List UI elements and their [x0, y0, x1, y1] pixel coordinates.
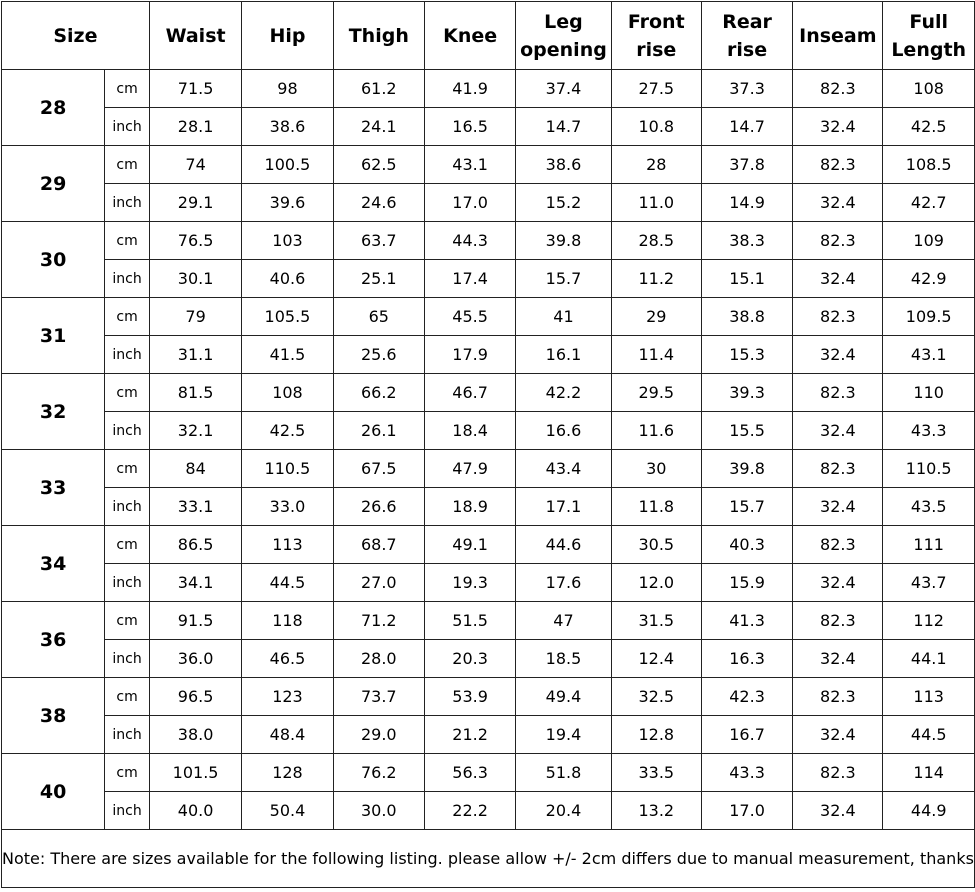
measurement-cell: 15.3: [701, 336, 792, 374]
measurement-cell: 15.2: [516, 184, 611, 222]
note-row: [2, 830, 975, 888]
measurement-cell: 39.8: [701, 450, 792, 488]
size-label: 33: [2, 450, 105, 526]
measurement-cell: 30.0: [333, 792, 424, 830]
size-label: 40: [2, 754, 105, 830]
measurement-cell: 81.5: [149, 374, 241, 412]
measurement-cell: 42.2: [516, 374, 611, 412]
measurement-cell: 31.1: [149, 336, 241, 374]
size-row-cm: [2, 754, 975, 792]
measurement-cell: 17.1: [516, 488, 611, 526]
measurement-cell: 41.3: [701, 602, 792, 640]
header-front-rise-line1: Front: [627, 10, 685, 33]
measurement-cell: 108: [883, 70, 974, 108]
size-label: 31: [2, 298, 105, 374]
measurement-cell: 98: [242, 70, 333, 108]
measurement-cell: 16.7: [701, 716, 792, 754]
measurement-cell: 96.5: [149, 678, 241, 716]
measurement-cell: 14.9: [701, 184, 792, 222]
size-row-inch: [2, 792, 975, 830]
measurement-cell: 105.5: [242, 298, 333, 336]
measurement-cell: 47: [516, 602, 611, 640]
measurement-cell: 79: [149, 298, 241, 336]
measurement-cell: 38.3: [701, 222, 792, 260]
header-full-length: [883, 2, 974, 70]
size-row-inch: [2, 412, 975, 450]
measurement-cell: 66.2: [333, 374, 424, 412]
unit-label-cm: cm: [105, 450, 150, 488]
header-full-length-line1: Full: [909, 10, 948, 33]
unit-label-cm: cm: [105, 222, 150, 260]
unit-label-inch: inch: [105, 716, 150, 754]
unit-label-inch: inch: [105, 564, 150, 602]
measurement-cell: 82.3: [793, 298, 883, 336]
measurement-cell: 114: [883, 754, 974, 792]
measurement-cell: 110.5: [883, 450, 974, 488]
measurement-cell: 42.9: [883, 260, 974, 298]
header-rear-rise: [701, 2, 792, 70]
measurement-cell: 37.3: [701, 70, 792, 108]
measurement-cell: 68.7: [333, 526, 424, 564]
size-row-inch: [2, 336, 975, 374]
measurement-cell: 44.3: [424, 222, 515, 260]
measurement-cell: 25.6: [333, 336, 424, 374]
measurement-cell: 17.0: [701, 792, 792, 830]
measurement-cell: 13.2: [611, 792, 701, 830]
measurement-cell: 26.1: [333, 412, 424, 450]
measurement-cell: 40.6: [242, 260, 333, 298]
header-leg-opening: [516, 2, 611, 70]
measurement-cell: 41.9: [424, 70, 515, 108]
measurement-cell: 19.3: [424, 564, 515, 602]
measurement-cell: 24.1: [333, 108, 424, 146]
measurement-cell: 42.5: [242, 412, 333, 450]
measurement-cell: 44.6: [516, 526, 611, 564]
measurement-cell: 101.5: [149, 754, 241, 792]
measurement-cell: 44.5: [883, 716, 974, 754]
measurement-cell: 17.4: [424, 260, 515, 298]
measurement-cell: 43.4: [516, 450, 611, 488]
measurement-cell: 14.7: [701, 108, 792, 146]
unit-label-cm: cm: [105, 526, 150, 564]
measurement-cell: 17.6: [516, 564, 611, 602]
header-leg-opening-line2: opening: [520, 38, 607, 61]
measurement-cell: 113: [242, 526, 333, 564]
measurement-cell: 110: [883, 374, 974, 412]
measurement-cell: 28.1: [149, 108, 241, 146]
header-rear-rise-line1: Rear: [722, 10, 772, 33]
unit-label-inch: inch: [105, 336, 150, 374]
header-thigh: Thigh: [333, 2, 424, 70]
measurement-cell: 49.4: [516, 678, 611, 716]
size-label: 30: [2, 222, 105, 298]
unit-label-cm: cm: [105, 70, 150, 108]
size-row-inch: [2, 260, 975, 298]
measurement-cell: 30.5: [611, 526, 701, 564]
size-row-cm: [2, 70, 975, 108]
measurement-cell: 42.3: [701, 678, 792, 716]
measurement-cell: 11.8: [611, 488, 701, 526]
size-label: 29: [2, 146, 105, 222]
measurement-cell: 82.3: [793, 526, 883, 564]
measurement-cell: 15.7: [701, 488, 792, 526]
measurement-cell: 30: [611, 450, 701, 488]
measurement-cell: 109.5: [883, 298, 974, 336]
header-rear-rise-line2: rise: [727, 38, 768, 61]
measurement-cell: 82.3: [793, 450, 883, 488]
measurement-cell: 74: [149, 146, 241, 184]
measurement-cell: 46.5: [242, 640, 333, 678]
measurement-cell: 29.5: [611, 374, 701, 412]
measurement-cell: 82.3: [793, 146, 883, 184]
measurement-cell: 33.1: [149, 488, 241, 526]
measurement-cell: 33.5: [611, 754, 701, 792]
measurement-cell: 29: [611, 298, 701, 336]
unit-label-cm: cm: [105, 146, 150, 184]
measurement-cell: 84: [149, 450, 241, 488]
size-row-inch: [2, 184, 975, 222]
size-row-cm: [2, 222, 975, 260]
measurement-cell: 17.9: [424, 336, 515, 374]
measurement-cell: 19.4: [516, 716, 611, 754]
unit-label-inch: inch: [105, 640, 150, 678]
measurement-cell: 41: [516, 298, 611, 336]
measurement-cell: 14.7: [516, 108, 611, 146]
measurement-cell: 62.5: [333, 146, 424, 184]
header-hip: Hip: [242, 2, 333, 70]
unit-label-cm: cm: [105, 298, 150, 336]
unit-label-inch: inch: [105, 412, 150, 450]
measurement-cell: 43.3: [701, 754, 792, 792]
measurement-cell: 32.4: [793, 564, 883, 602]
measurement-cell: 44.9: [883, 792, 974, 830]
size-row-cm: [2, 374, 975, 412]
measurement-cell: 18.9: [424, 488, 515, 526]
size-row-inch: [2, 488, 975, 526]
measurement-cell: 16.6: [516, 412, 611, 450]
measurement-cell: 43.5: [883, 488, 974, 526]
measurement-cell: 32.4: [793, 412, 883, 450]
unit-label-inch: inch: [105, 108, 150, 146]
measurement-cell: 86.5: [149, 526, 241, 564]
header-front-rise-line2: rise: [636, 38, 677, 61]
measurement-cell: 37.8: [701, 146, 792, 184]
measurement-cell: 16.5: [424, 108, 515, 146]
measurement-cell: 46.7: [424, 374, 515, 412]
measurement-cell: 38.6: [242, 108, 333, 146]
measurement-cell: 28.5: [611, 222, 701, 260]
measurement-cell: 26.6: [333, 488, 424, 526]
measurement-cell: 39.6: [242, 184, 333, 222]
measurement-cell: 45.5: [424, 298, 515, 336]
measurement-cell: 41.5: [242, 336, 333, 374]
measurement-cell: 37.4: [516, 70, 611, 108]
measurement-cell: 18.4: [424, 412, 515, 450]
measurement-cell: 32.4: [793, 184, 883, 222]
measurement-cell: 128: [242, 754, 333, 792]
measurement-cell: 15.9: [701, 564, 792, 602]
measurement-cell: 20.3: [424, 640, 515, 678]
measurement-cell: 32.4: [793, 260, 883, 298]
measurement-cell: 111: [883, 526, 974, 564]
measurement-cell: 82.3: [793, 222, 883, 260]
header-leg-opening-line1: Leg: [544, 10, 583, 33]
measurement-cell: 32.4: [793, 108, 883, 146]
measurement-cell: 20.4: [516, 792, 611, 830]
measurement-cell: 12.4: [611, 640, 701, 678]
measurement-cell: 16.1: [516, 336, 611, 374]
measurement-cell: 42.7: [883, 184, 974, 222]
size-label: 28: [2, 70, 105, 146]
measurement-cell: 56.3: [424, 754, 515, 792]
size-row-cm: [2, 298, 975, 336]
measurement-cell: 53.9: [424, 678, 515, 716]
measurement-cell: 109: [883, 222, 974, 260]
header-knee: Knee: [424, 2, 515, 70]
measurement-note: Note: There are sizes available for the following listing. please allow +/- 2cm differs due to manual measurement, thanks: [2, 830, 975, 888]
measurement-cell: 82.3: [793, 70, 883, 108]
measurement-cell: 11.6: [611, 412, 701, 450]
measurement-cell: 82.3: [793, 678, 883, 716]
measurement-cell: 50.4: [242, 792, 333, 830]
measurement-cell: 11.4: [611, 336, 701, 374]
size-row-cm: [2, 450, 975, 488]
measurement-cell: 61.2: [333, 70, 424, 108]
size-chart-table: [1, 1, 975, 888]
measurement-cell: 110.5: [242, 450, 333, 488]
header-front-rise: [611, 2, 701, 70]
measurement-cell: 38.6: [516, 146, 611, 184]
size-label: 32: [2, 374, 105, 450]
unit-label-inch: inch: [105, 488, 150, 526]
measurement-cell: 65: [333, 298, 424, 336]
measurement-cell: 32.4: [793, 640, 883, 678]
measurement-cell: 28.0: [333, 640, 424, 678]
size-row-inch: [2, 640, 975, 678]
measurement-cell: 28: [611, 146, 701, 184]
measurement-cell: 100.5: [242, 146, 333, 184]
measurement-cell: 82.3: [793, 374, 883, 412]
measurement-cell: 48.4: [242, 716, 333, 754]
measurement-cell: 39.3: [701, 374, 792, 412]
unit-label-cm: cm: [105, 678, 150, 716]
measurement-cell: 32.1: [149, 412, 241, 450]
measurement-cell: 82.3: [793, 602, 883, 640]
unit-label-cm: cm: [105, 754, 150, 792]
measurement-cell: 17.0: [424, 184, 515, 222]
measurement-cell: 43.1: [883, 336, 974, 374]
size-chart: [1, 1, 975, 888]
measurement-cell: 10.8: [611, 108, 701, 146]
size-rows: [2, 70, 975, 830]
measurement-cell: 108.5: [883, 146, 974, 184]
measurement-cell: 11.0: [611, 184, 701, 222]
header-waist: Waist: [149, 2, 241, 70]
measurement-cell: 30.1: [149, 260, 241, 298]
measurement-cell: 12.0: [611, 564, 701, 602]
size-row-inch: [2, 716, 975, 754]
measurement-cell: 33.0: [242, 488, 333, 526]
measurement-cell: 11.2: [611, 260, 701, 298]
size-label: 34: [2, 526, 105, 602]
measurement-cell: 32.5: [611, 678, 701, 716]
measurement-cell: 38.8: [701, 298, 792, 336]
measurement-cell: 91.5: [149, 602, 241, 640]
measurement-cell: 32.4: [793, 716, 883, 754]
measurement-cell: 15.1: [701, 260, 792, 298]
measurement-cell: 40.0: [149, 792, 241, 830]
measurement-cell: 15.7: [516, 260, 611, 298]
measurement-cell: 25.1: [333, 260, 424, 298]
size-label: 38: [2, 678, 105, 754]
measurement-cell: 38.0: [149, 716, 241, 754]
measurement-cell: 29.1: [149, 184, 241, 222]
unit-label-cm: cm: [105, 602, 150, 640]
measurement-cell: 43.7: [883, 564, 974, 602]
measurement-cell: 32.4: [793, 488, 883, 526]
unit-label-inch: inch: [105, 184, 150, 222]
measurement-cell: 63.7: [333, 222, 424, 260]
measurement-cell: 123: [242, 678, 333, 716]
measurement-cell: 15.5: [701, 412, 792, 450]
measurement-cell: 44.1: [883, 640, 974, 678]
unit-label-cm: cm: [105, 374, 150, 412]
measurement-cell: 32.4: [793, 792, 883, 830]
measurement-cell: 112: [883, 602, 974, 640]
size-row-inch: [2, 564, 975, 602]
unit-label-inch: inch: [105, 792, 150, 830]
header-inseam: Inseam: [793, 2, 883, 70]
unit-label-inch: inch: [105, 260, 150, 298]
measurement-cell: 71.5: [149, 70, 241, 108]
measurement-cell: 82.3: [793, 754, 883, 792]
measurement-cell: 43.3: [883, 412, 974, 450]
measurement-cell: 27.5: [611, 70, 701, 108]
measurement-cell: 51.8: [516, 754, 611, 792]
size-row-cm: [2, 146, 975, 184]
measurement-cell: 118: [242, 602, 333, 640]
measurement-cell: 73.7: [333, 678, 424, 716]
measurement-cell: 16.3: [701, 640, 792, 678]
size-row-cm: [2, 602, 975, 640]
size-label: 36: [2, 602, 105, 678]
size-row-cm: [2, 678, 975, 716]
measurement-cell: 27.0: [333, 564, 424, 602]
measurement-cell: 44.5: [242, 564, 333, 602]
measurement-cell: 76.2: [333, 754, 424, 792]
measurement-cell: 49.1: [424, 526, 515, 564]
measurement-cell: 71.2: [333, 602, 424, 640]
size-row-cm: [2, 526, 975, 564]
measurement-cell: 42.5: [883, 108, 974, 146]
measurement-cell: 40.3: [701, 526, 792, 564]
measurement-cell: 47.9: [424, 450, 515, 488]
measurement-cell: 43.1: [424, 146, 515, 184]
header-size: Size: [2, 2, 150, 70]
measurement-cell: 18.5: [516, 640, 611, 678]
measurement-cell: 51.5: [424, 602, 515, 640]
measurement-cell: 22.2: [424, 792, 515, 830]
measurement-cell: 108: [242, 374, 333, 412]
size-row-inch: [2, 108, 975, 146]
measurement-cell: 103: [242, 222, 333, 260]
header-full-length-line2: Length: [891, 38, 967, 61]
measurement-cell: 24.6: [333, 184, 424, 222]
measurement-cell: 67.5: [333, 450, 424, 488]
measurement-cell: 29.0: [333, 716, 424, 754]
measurement-cell: 36.0: [149, 640, 241, 678]
measurement-cell: 21.2: [424, 716, 515, 754]
measurement-cell: 39.8: [516, 222, 611, 260]
measurement-cell: 34.1: [149, 564, 241, 602]
measurement-cell: 113: [883, 678, 974, 716]
measurement-cell: 12.8: [611, 716, 701, 754]
measurement-cell: 32.4: [793, 336, 883, 374]
measurement-cell: 76.5: [149, 222, 241, 260]
measurement-cell: 31.5: [611, 602, 701, 640]
header-row: [2, 2, 975, 70]
